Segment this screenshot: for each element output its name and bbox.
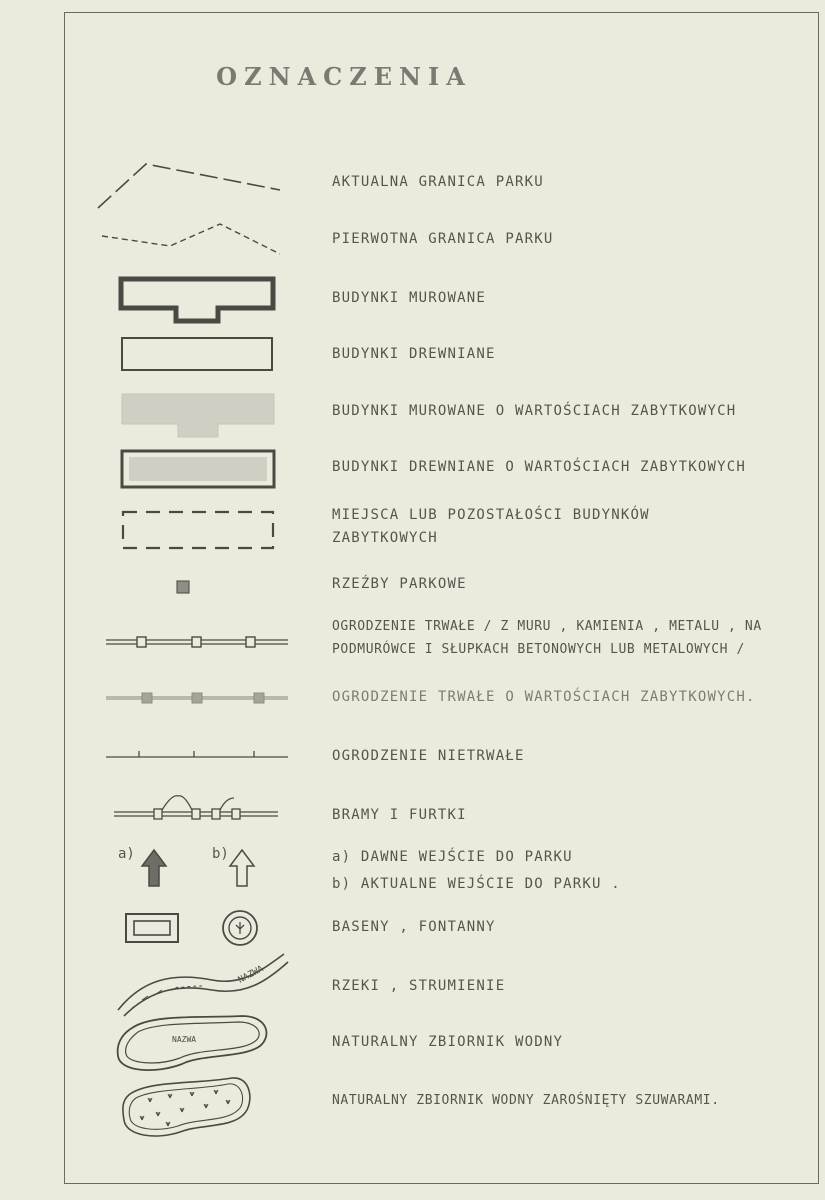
label-pierwotna-granica: PIERWOTNA GRANICA PARKU <box>332 231 554 247</box>
label-budynki-murowane-zabytkowe: BUDYNKI MUROWANE O WARTOŚCIACH ZABYTKOWYCH <box>332 403 737 419</box>
label-ogrodzenie-trwale-line1: OGRODZENIE TRWAŁE / Z MURU , KAMIENIA , METALU , NA <box>332 619 762 634</box>
gates-symbol <box>112 790 280 824</box>
fountain-symbol <box>220 908 260 948</box>
former-entrance-arrow-icon <box>140 848 168 888</box>
brick-building-symbol <box>118 276 276 324</box>
mark-b: b) <box>212 846 229 862</box>
original-park-boundary-symbol <box>100 218 285 258</box>
temporary-fence-symbol <box>104 748 290 762</box>
label-budynki-murowane: BUDYNKI MUROWANE <box>332 290 487 306</box>
label-ogrodzenie-zabytkowe: OGRODZENIE TRWAŁE O WARTOŚCIACH ZABYTKOWYCH. <box>332 689 756 705</box>
label-ogrodzenie-nietrwale: OGRODZENIE NIETRWAŁE <box>332 748 525 764</box>
label-rzezby: RZEŹBY PARKOWE <box>332 576 467 592</box>
building-remains-symbol <box>120 508 278 552</box>
park-sculpture-symbol <box>176 580 190 594</box>
label-miejsca-line1: MIEJSCA LUB POZOSTAŁOŚCI BUDYNKÓW <box>332 507 650 523</box>
historic-brick-building-symbol <box>120 392 276 440</box>
lake-name-label: NAZWA <box>172 1035 197 1044</box>
label-wejscie-b: b) AKTUALNE WEJŚCIE DO PARKU . <box>332 876 621 892</box>
label-budynki-drewniane: BUDYNKI DREWNIANE <box>332 346 496 362</box>
label-baseny: BASENY , FONTANNY <box>332 919 496 935</box>
label-ogrodzenie-trwale-line2: PODMURÓWCE I SŁUPKACH BETONOWYCH LUB METALOWYCH / <box>332 642 745 657</box>
river-name-label: NAZWA <box>236 964 266 986</box>
permanent-fence-symbol <box>104 632 290 652</box>
natural-water-body-symbol <box>112 1010 274 1074</box>
label-zbiornik: NATURALNY ZBIORNIK WODNY <box>332 1034 564 1050</box>
historic-wooden-building-symbol <box>120 449 276 489</box>
mark-a: a) <box>118 846 135 862</box>
overgrown-water-body-symbol <box>120 1074 256 1140</box>
label-budynki-drewniane-zabytkowe: BUDYNKI DREWNIANE O WARTOŚCIACH ZABYTKOWYCH <box>332 459 747 475</box>
label-rzeki: RZEKI , STRUMIENIE <box>332 978 506 994</box>
label-zbiornik-szuwary: NATURALNY ZBIORNIK WODNY ZAROŚNIĘTY SZUWARAMI. <box>332 1093 720 1108</box>
pool-symbol <box>124 912 180 944</box>
historic-fence-symbol <box>104 688 290 708</box>
label-wejscie-a: a) DAWNE WEJŚCIE DO PARKU <box>332 849 573 865</box>
label-miejsca-line2: ZABYTKOWYCH <box>332 530 438 546</box>
label-aktualna-granica: AKTUALNA GRANICA PARKU <box>332 174 544 190</box>
current-entrance-arrow-icon <box>228 848 256 888</box>
legend-title: OZNACZENIA <box>216 62 472 91</box>
wooden-building-symbol <box>120 336 274 372</box>
current-park-boundary-symbol <box>90 156 290 216</box>
label-bramy: BRAMY I FURTKI <box>332 807 467 823</box>
